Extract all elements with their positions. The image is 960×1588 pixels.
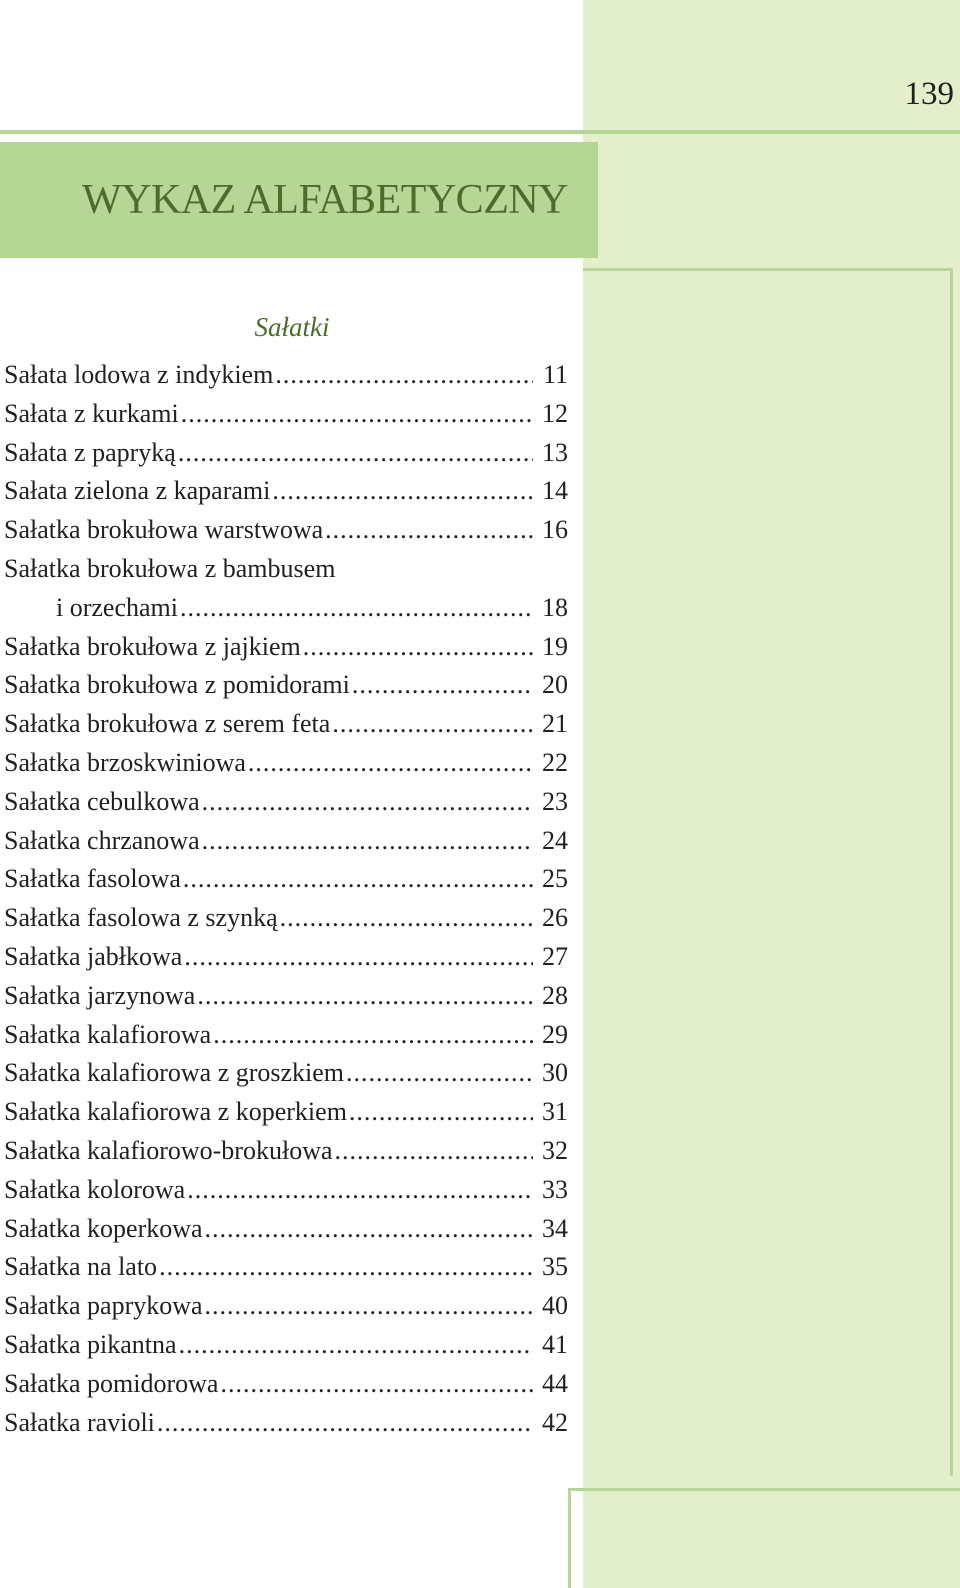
toc-entry-title: Sałatka koperkowa — [4, 1213, 203, 1243]
toc-entry-page: 18 — [542, 592, 568, 622]
dot-leader — [202, 822, 533, 861]
toc-entry-page: 29 — [542, 1019, 568, 1049]
section-heading: Sałatki — [254, 312, 330, 342]
dot-leader — [346, 1054, 533, 1093]
toc-entry — [4, 395, 568, 434]
toc-entry — [4, 550, 568, 589]
toc-entry-page: 25 — [542, 864, 568, 894]
toc-entry — [4, 1171, 568, 1210]
toc-entry-title: Sałatka fasolowa z szynką — [4, 903, 278, 933]
toc-entry-page: 22 — [542, 747, 568, 777]
toc-entry-title: Sałatka fasolowa — [4, 864, 181, 894]
toc-entry-page: 31 — [542, 1097, 568, 1127]
dot-leader — [183, 860, 533, 899]
dot-leader — [213, 1016, 533, 1055]
toc-entry-title: Sałatka kolorowa — [4, 1174, 186, 1204]
toc-entry-page: 33 — [542, 1174, 568, 1204]
toc-entry — [4, 589, 568, 628]
toc-entry-title: Sałatka brokułowa z jajkiem — [4, 631, 301, 661]
toc-entry-page: 20 — [542, 670, 568, 700]
dot-leader — [197, 977, 533, 1016]
toc-entry-page: 24 — [542, 825, 568, 855]
toc-entry — [4, 1093, 568, 1132]
toc-entry-page: 16 — [542, 515, 568, 545]
dot-leader — [332, 705, 533, 744]
toc-entry — [4, 434, 568, 473]
toc-entry-title: Sałatka ravioli — [4, 1407, 155, 1437]
dot-leader — [349, 1093, 533, 1132]
toc-entry-title: Sałatka brokułowa z serem feta — [4, 709, 331, 739]
toc-entry — [4, 938, 568, 977]
toc-entry-title: Sałatka na lato — [4, 1252, 158, 1282]
top-rule — [0, 130, 960, 134]
dot-leader — [205, 1210, 533, 1249]
dot-leader — [187, 1171, 533, 1210]
dot-leader — [202, 783, 533, 822]
toc-entry-page: 21 — [542, 709, 568, 739]
toc-entry-page: 19 — [542, 631, 568, 661]
toc-entry — [4, 1404, 568, 1443]
toc-entry-page: 30 — [542, 1058, 568, 1088]
dot-leader — [181, 395, 533, 434]
toc-entry-title: Sałatka kalafiorowo-brokułowa — [4, 1135, 333, 1165]
toc-entry-page: 42 — [542, 1407, 568, 1437]
toc-entry — [4, 666, 568, 705]
dot-leader — [159, 1248, 533, 1287]
frame-left-line — [568, 1488, 571, 1588]
dot-leader — [178, 434, 533, 473]
toc-entry-title: Sałatka jabłkowa — [4, 941, 183, 971]
toc-entry-page: 41 — [542, 1329, 568, 1359]
toc-entry — [4, 783, 568, 822]
toc-entry-title: Sałatka paprykowa — [4, 1291, 203, 1321]
toc-entry-page: 14 — [542, 476, 568, 506]
dot-leader — [275, 356, 533, 395]
toc-entry — [4, 1365, 568, 1404]
toc-entry — [4, 1210, 568, 1249]
toc-entry-title: Sałatka pikantna — [4, 1329, 177, 1359]
dot-leader — [220, 1365, 533, 1404]
toc-entry-title: Sałatka chrzanowa — [4, 825, 200, 855]
toc-entry-title: Sałata lodowa z indykiem — [4, 360, 274, 389]
toc-entry-page: 23 — [542, 786, 568, 816]
toc-entry-title: Sałatka kalafiorowa z groszkiem — [4, 1058, 345, 1088]
dot-leader — [179, 1326, 533, 1365]
toc-entry — [4, 1016, 568, 1055]
toc-entry-title: i orzechami — [56, 592, 178, 622]
toc-entry — [4, 977, 568, 1016]
toc-entry — [4, 511, 568, 550]
toc-entry-page: 26 — [542, 903, 568, 933]
toc-entry-page: 44 — [542, 1368, 568, 1398]
toc-entry-title: Sałata zielona z kaparami — [4, 476, 271, 506]
toc-entry-title: Sałatka kalafiorowa z koperkiem — [4, 1097, 347, 1127]
dot-leader — [303, 628, 533, 667]
toc-entry — [4, 1326, 568, 1365]
toc-entry-title: Sałata z kurkami — [4, 398, 179, 428]
toc-entry-title: Sałata z papryką — [4, 437, 176, 467]
frame-top-line — [583, 268, 953, 271]
toc-entry-page: 32 — [542, 1135, 568, 1165]
toc-entry-title: Sałatka cebulkowa — [4, 786, 200, 816]
toc-entry — [4, 1054, 568, 1093]
side-panel — [583, 0, 960, 1588]
toc-entry — [4, 1287, 568, 1326]
toc-entry-page: 12 — [542, 398, 568, 428]
dot-leader — [157, 1404, 533, 1443]
toc-entry-title: Sałatka brokułowa z pomidorami — [4, 670, 350, 700]
frame-bottom-line — [568, 1488, 960, 1491]
page-number: 139 — [904, 76, 954, 112]
toc-entry — [4, 822, 568, 861]
dot-leader — [325, 511, 533, 550]
toc-list — [4, 356, 568, 1442]
dot-leader — [335, 1132, 533, 1171]
dot-leader — [280, 899, 533, 938]
toc-entry — [4, 472, 568, 511]
toc-entry-title: Sałatka jarzynowa — [4, 980, 196, 1010]
toc-entry-title: Sałatka kalafiorowa — [4, 1019, 212, 1049]
toc-entry-page: 27 — [542, 941, 568, 971]
toc-entry-page: 35 — [542, 1252, 568, 1282]
toc-entry — [4, 628, 568, 667]
toc-entry-title: Sałatka brzoskwiniowa — [4, 747, 246, 777]
frame-right-line — [950, 268, 953, 1476]
toc-entry-title: Sałatka pomidorowa — [4, 1368, 219, 1398]
toc-entry-page: 13 — [542, 437, 568, 467]
toc-entry — [4, 705, 568, 744]
toc-entry-title: Sałatka brokułowa z bambusem — [4, 553, 336, 583]
dot-leader — [184, 938, 533, 977]
toc-entry-page: 34 — [542, 1213, 568, 1243]
toc-entry — [4, 744, 568, 783]
dot-leader — [180, 589, 533, 628]
toc-entry-title: Sałatka brokułowa warstwowa — [4, 515, 324, 545]
toc-entry-page: 40 — [542, 1291, 568, 1321]
toc-entry — [4, 1248, 568, 1287]
toc-entry — [4, 356, 568, 395]
toc-entry-page: 11 — [542, 360, 568, 389]
toc-entry — [4, 899, 568, 938]
dot-leader — [272, 472, 533, 511]
dot-leader — [352, 666, 533, 705]
page-title: WYKAZ ALFABETYCZNY — [82, 177, 569, 223]
toc-entry-page: 28 — [542, 980, 568, 1010]
toc-entry — [4, 1132, 568, 1171]
toc-entry — [4, 860, 568, 899]
dot-leader — [248, 744, 533, 783]
dot-leader — [205, 1287, 533, 1326]
